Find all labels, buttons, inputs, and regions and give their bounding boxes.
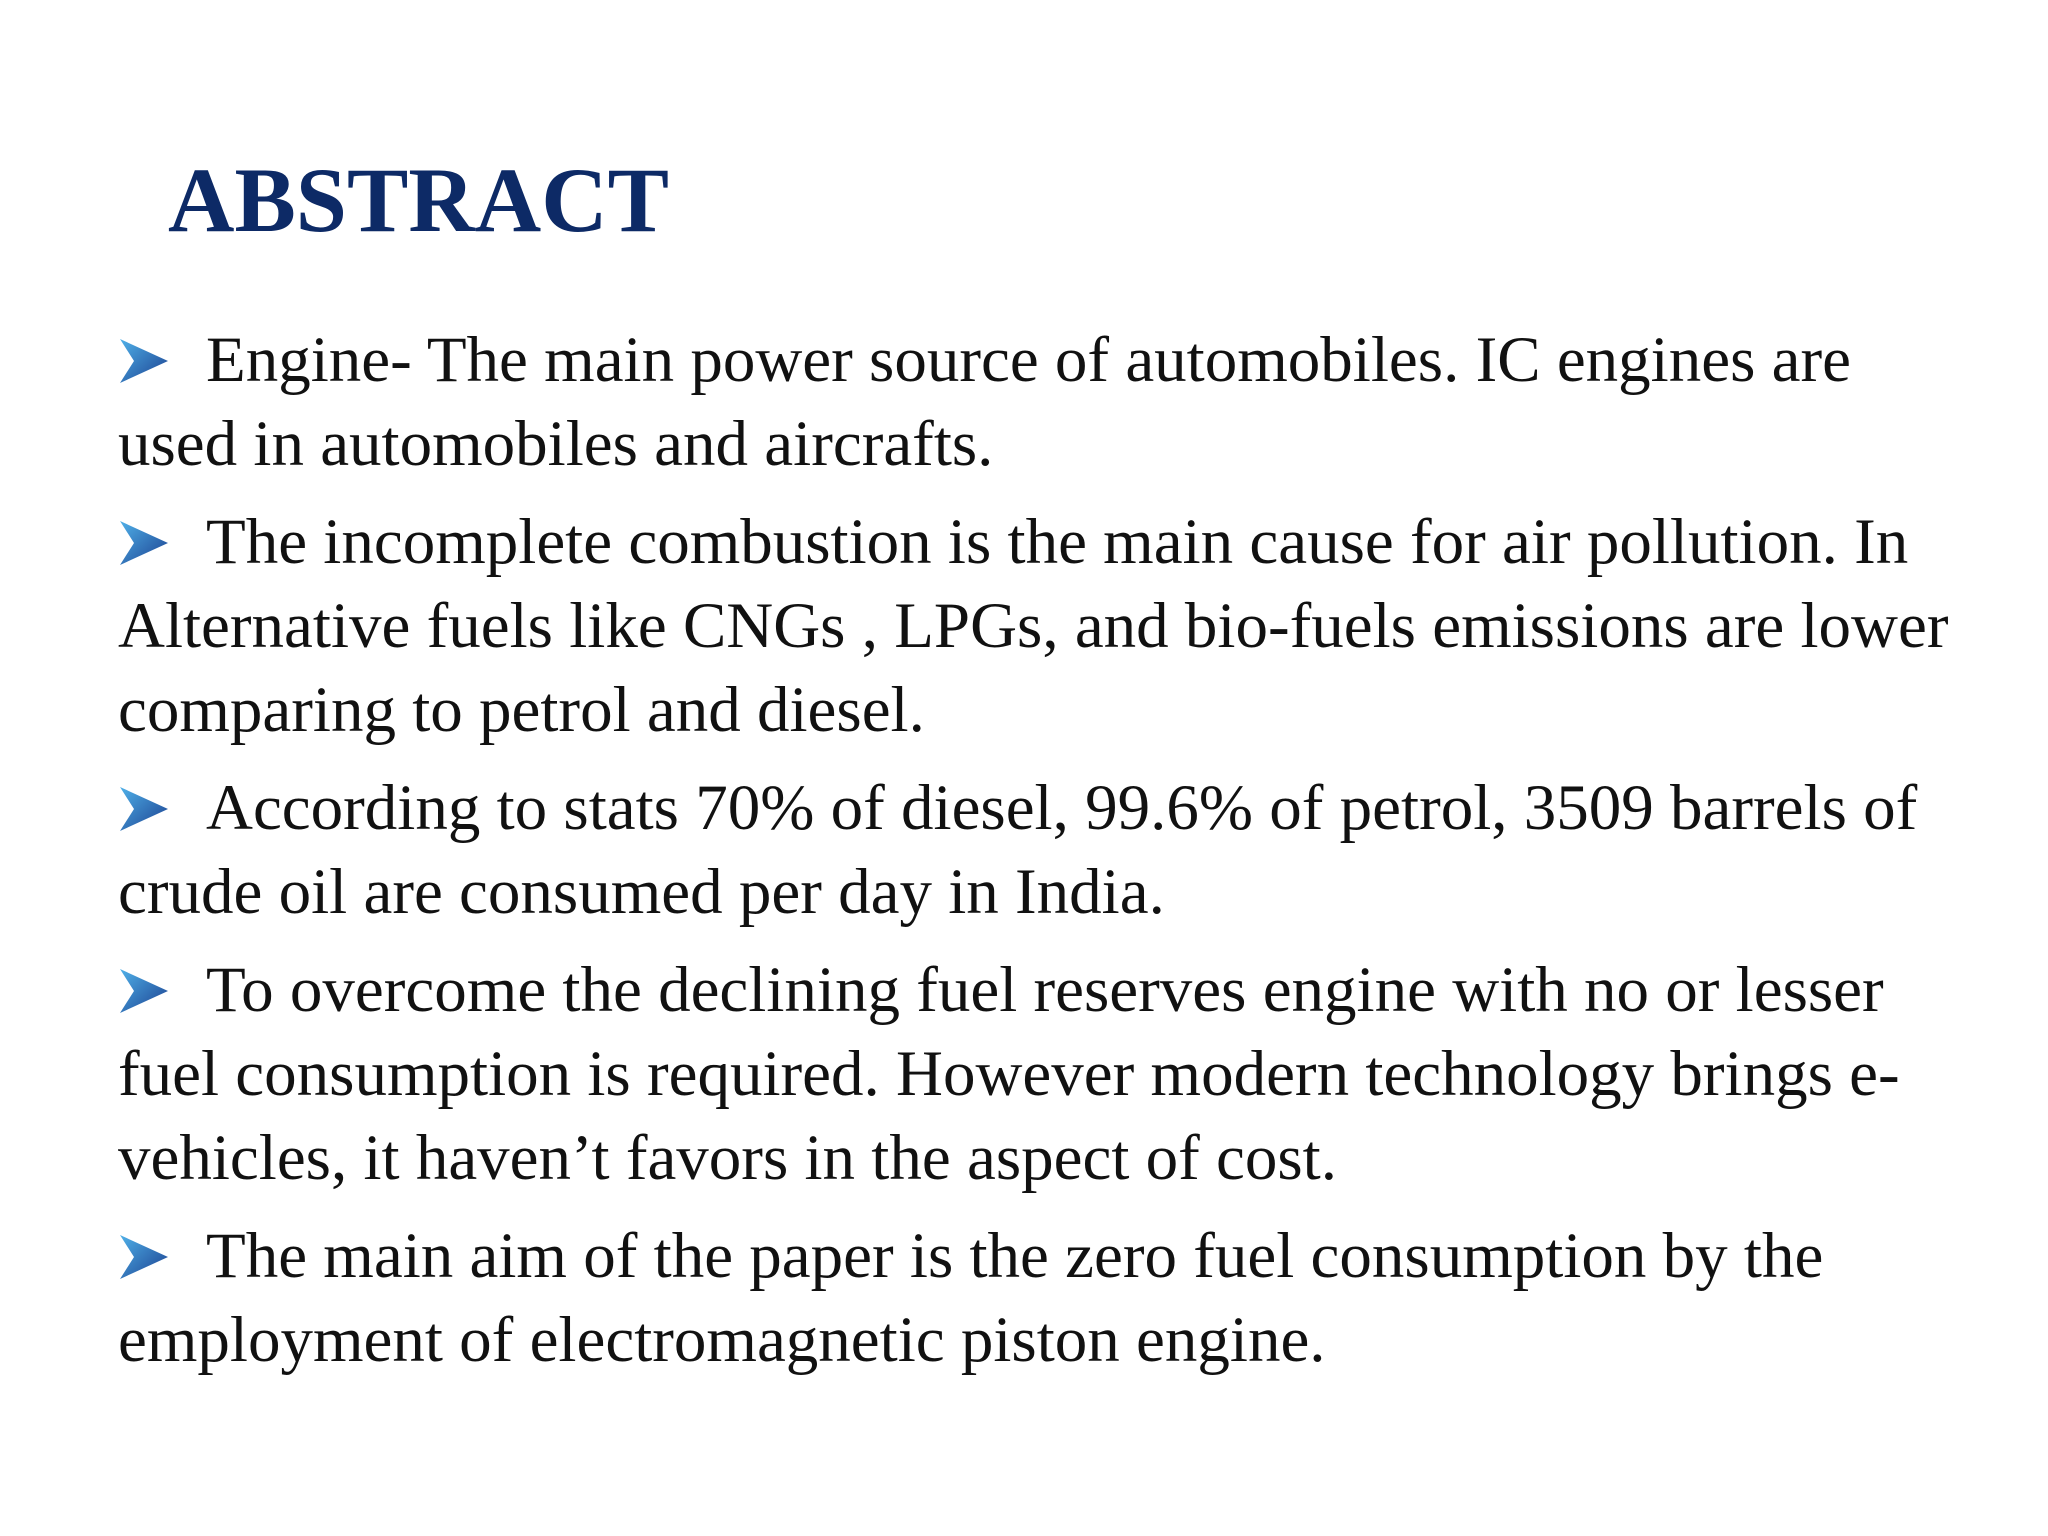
bullet-item	[118, 318, 1978, 486]
arrow-right-icon	[118, 967, 170, 1015]
bullet-text: According to stats 70% of diesel, 99.6% of petrol, 3509 barrels of crude oil are consumed per day in India.	[118, 772, 1918, 928]
arrow-right-icon	[118, 785, 170, 833]
bullet-item	[118, 1214, 1978, 1382]
bullet-text: The main aim of the paper is the zero fuel consumption by the employment of electromagnetic piston engine.	[118, 1220, 1824, 1376]
arrow-right-icon	[118, 1233, 170, 1281]
bullet-list	[118, 318, 1978, 1396]
bullet-item	[118, 766, 1978, 934]
bullet-text: The incomplete combustion is the main cause for air pollution. In Alternative fuels like CNGs , LPGs, and bio-fuels emissions are lower comparing to petrol and diesel.	[118, 506, 1949, 746]
bullet-text: To overcome the declining fuel reserves engine with no or lesser fuel consumption is required. However modern technology brings e-vehicles, it haven’t favors in the aspect of cost.	[118, 954, 1900, 1194]
slide-title: ABSTRACT	[168, 149, 670, 251]
bullet-item	[118, 948, 1978, 1200]
arrow-right-icon	[118, 337, 170, 385]
bullet-item	[118, 500, 1978, 752]
arrow-right-icon	[118, 519, 170, 567]
bullet-text: Engine- The main power source of automobiles. IC engines are used in automobiles and aircrafts.	[118, 324, 1851, 480]
